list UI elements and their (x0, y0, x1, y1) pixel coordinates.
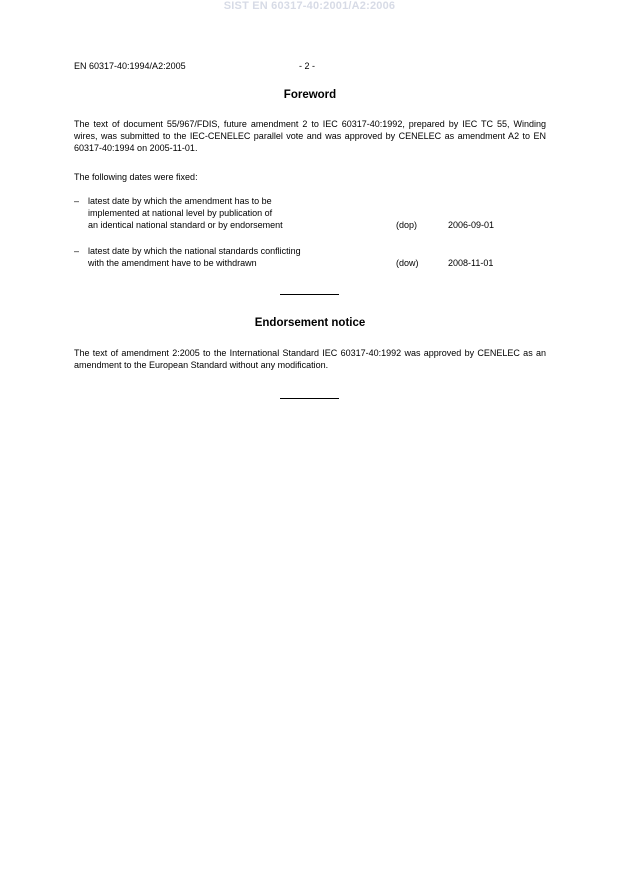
date-description-line: with the amendment have to be withdrawn (88, 258, 257, 268)
date-abbreviation: (dow) (396, 258, 419, 268)
list-dash: – (74, 196, 80, 206)
date-abbreviation: (dop) (396, 220, 418, 230)
date-value: 2006-09-01 (448, 220, 495, 230)
date-description (88, 195, 388, 231)
list-dash: – (74, 246, 80, 256)
date-description-line: latest date by which the amendment has to be (88, 196, 272, 206)
date-description-line: latest date by which the national standards conflicting (88, 246, 301, 256)
page-number: - 2 - (299, 61, 316, 71)
date-description-line: implemented at national level by publication of (88, 208, 273, 218)
watermark-text: SIST EN 60317-40:2001/A2:2006 (223, 0, 396, 12)
date-value: 2008-11-01 (448, 258, 494, 268)
document-id: EN 60317-40:1994/A2:2005 (74, 61, 186, 71)
endorsement-heading: Endorsement notice (254, 317, 366, 329)
date-description-line: an identical national standard or by endorsement (88, 220, 283, 230)
foreword-paragraph: The text of document 55/967/FDIS, future amendment 2 to IEC 60317-40:1992, prepared by IEC TC 55, Winding wires, was submitted to the IEC-CENELEC parallel vote and was approved by CENELEC as amendment A2 to EN 60317-40:1994 on 2005-11-01. (74, 119, 546, 153)
endorsement-paragraph: The text of amendment 2:2005 to the International Standard IEC 60317-40:1992 was approved by CENELEC as an amendment to the European Standard without any modification. (74, 348, 546, 370)
foreword-heading: Foreword (283, 89, 337, 101)
date-description (88, 245, 388, 269)
section-divider (280, 294, 339, 295)
section-divider (280, 398, 339, 399)
dates-intro: The following dates were fixed: (74, 172, 198, 182)
